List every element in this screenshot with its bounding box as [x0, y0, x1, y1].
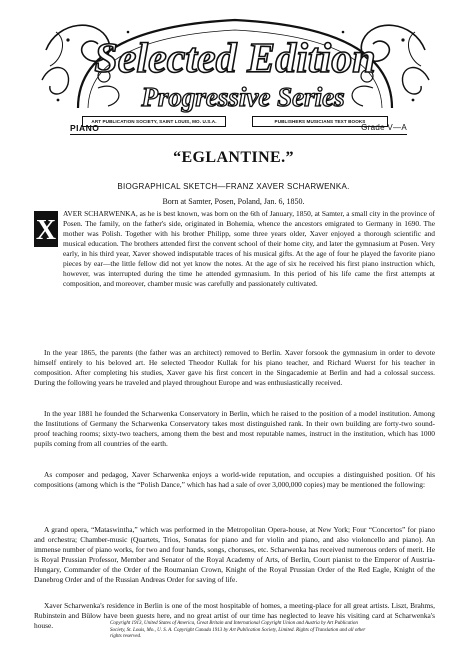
paragraph-text: Xaver Scharwenka's residence in Berlin is one of the most hospitable of homes, a meeting-place for all great artists. Liszt, Brahms, Rubinstein and Bülow have been guests here, and no great artist of our time has neglected to leave his visiting card at Scharwenka's house.	[34, 601, 435, 630]
biography-heading: BIOGRAPHICAL SKETCH—FRANZ XAVER SCHARWENKA.	[117, 182, 350, 191]
series-title-line1: Selected Edition	[94, 36, 376, 82]
series-title-line2: Progressive Series	[141, 82, 345, 112]
header-rule	[70, 134, 407, 135]
grade-label: Grade V—A	[361, 123, 407, 132]
paragraph-text: In the year 1865, the parents (the father was an architect) removed to Berlin. Xaver forsook the gymnasium in order to devote himself entirely to his beloved art. He selected Theodor Kullak for his piano teacher, and Richard Wuerst for his teacher in composition. After completing his studies, Xaver gave his first concert in the Singacademie at Berlin and had a colossal success. During the following years he traveled and played throughout Europe and was enthusiastically received.	[34, 348, 435, 387]
paragraph-3	[34, 409, 435, 456]
publisher-banner-right: PUBLISHERS MUSICIANS TEXT BOOKS	[252, 116, 388, 127]
paragraph-text: AVER SCHARWENKA, as he is best known, was born on the 6th of January, 1850, at Samter, a small city in the province of Posen. The family, on the father's side, originated in Bohemia, whence the ancestors emigrated to Germany in 1690. The mother was Polish. Together with his brother Philipp, some three years older, Xaver enjoyed a thorough scientific and musical education. The brothers attended first the convent school of their home city, and later the gymnasium at Posen. Very early, in his third year, Xaver showed indisputable traces of his musical gifts. At the age of four he played the favorite piano pieces by ear—the little fellow did not yet know the notes. At the age of six he received his first piano instruction which, however, was interrupted during the time he attended gymnasium. In this period of his life came the first attempts at composition, and moreover, chamber music was carefully and passionately cultivated.	[63, 209, 435, 288]
paragraph-4	[34, 470, 435, 497]
publisher-banner: ART PUBLICATION SOCIETY, SAINT LOUIS, MO. U.S.A.	[82, 116, 226, 127]
paragraph-text: A grand opera, “Mataswintha,” which was performed in the Metropolitan Opera-house, at New York; Four “Concertos” for piano and orchestra; Chamber-music (Quartets, Trios, Sonatas for piano and for violin and piano, and also violoncello and piano). An immense number of piano works, for two and four hands, songs, choruses, etc. Scharwenka has received numerous orders of merit. He is Royal Prussian Professor, Member and Senator of the Royal Academy of Arts, of Berlin, Court pianist to the Emperor of Austria-Hungary, Commander of the Order of the Roumanian Crown, Knight of the Royal Prussian Order of the Red Eagle, Knight of the Danebrog Order and of the Russian Andreas Order for saving of life.	[34, 525, 435, 584]
dropcap-letter: X	[35, 215, 57, 246]
piece-title: “EGLANTINE.”	[173, 149, 294, 166]
paragraph-1	[34, 209, 435, 296]
birth-line: Born at Samter, Posen, Poland, Jan. 6, 1850.	[162, 197, 305, 206]
paragraph-5	[34, 525, 435, 592]
copyright-notice: Copyright 1913, United States of America, Great Britain and International Copyright Union and Austria by Art Publication Society, St. Louis, Mo., U. S. A. Copyright Canada 1913 by Art Publication Society, Limited. Rights of Translation and all other rights reserved.	[110, 621, 366, 639]
series-header	[38, 10, 433, 138]
instrument-label: PIANO	[70, 123, 100, 133]
paragraph-2	[34, 348, 435, 395]
paragraph-text: As composer and pedagog, Xaver Scharwenka enjoys a world-wide reputation, and occupies a distinguished position. Of his compositions (among which is the “Polish Dance,” which has had a sale of over 3,000,000 copies) may be mentioned the following:	[34, 470, 435, 489]
paragraph-text: In the year 1881 he founded the Scharwenka Conservatory in Berlin, which he raised to the position of a model institution. Among the Institutions of Germany the Scharwenka Conservatory takes most distinguished rank. In their own building are forty-two sound-proof teaching rooms; sixty-two teachers, among them the best and most reputable names, instruct in the institution, which has 1000 pupils coming from all countries of the earth.	[34, 409, 435, 448]
